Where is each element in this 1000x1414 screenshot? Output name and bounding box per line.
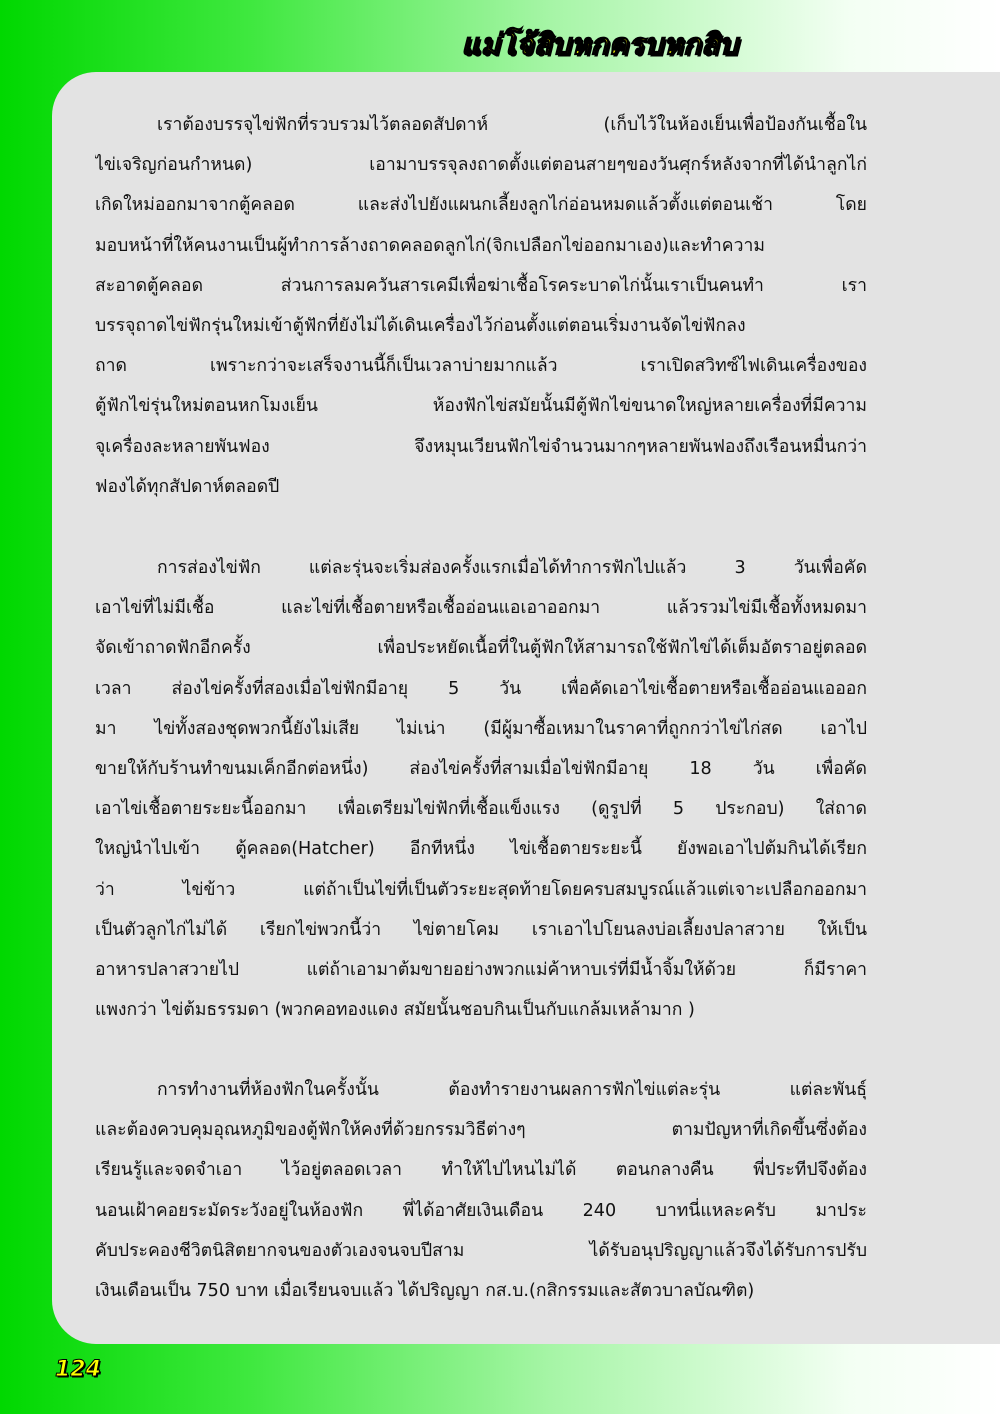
text-line: เงินเดือนเป็น 750 บาท เมื่อเรียนจบแล้ว ได้ปริญญา กส.บ.(กสิกรรมและสัตวบาลบัณฑิต) (95, 1280, 755, 1301)
paragraph-2 (95, 548, 867, 1030)
header-title: แม่โจ้สิบหกครบหกสิบ (461, 27, 738, 61)
header-band (0, 0, 1000, 72)
text-line: เอาไข่ที่ไม่มีเชื้อ และไข่ที่เชื้อตายหรือเชื้ออ่อนแอเอาออกมา แล้วรวมไข่มีเชื้อทั้งหมดมา (95, 598, 867, 619)
text-line: คับประคองชีวิตนิสิตยากจนของตัวเองจนจบปีสาม ได้รับอนุปริญญาแล้วจึงได้รับการปรับ (95, 1240, 867, 1261)
text-line: ใหญ่นำไปเข้า ตู้คลอด(Hatcher) อีกทีหนึ่ง ไข่เชื้อตายระยะนี้ ยังพอเอาไปต้มกินได้เรียก (95, 839, 867, 860)
text-line: เวลา ส่องไข่ครั้งที่สองเมื่อไข่ฟักมีอายุ 5 วัน เพื่อคัดเอาไข่เชื้อตายหรือเชื้ออ่อนแอออก (95, 678, 867, 699)
text-line: นอนเฝ้าคอยระมัดระวังอยู่ในห้องฟัก พี่ได้อาศัยเงินเดือน 240 บาทนี่แหละครับ มาประ (95, 1200, 867, 1221)
text-line: เป็นตัวลูกไก่ไม่ได้ เรียกไข่พวกนี้ว่า ไข่ตายโคม เราเอาไปโยนลงบ่อเลี้ยงปลาสวาย ให้เป็น (95, 919, 867, 940)
text-line: อาหารปลาสวายไป แต่ถ้าเอามาต้มขายอย่างพวกแม่ค้าหาบเร่ที่มีน้ำจิ้มให้ด้วย ก็มีราคา (95, 959, 867, 980)
text-line: ถาด เพราะกว่าจะเสร็จงานนี้ก็เป็นเวลาบ่ายมากแล้ว เราเปิดสวิทซ์ไฟเดินเครื่องของ (95, 356, 867, 377)
text-line: เราต้องบรรจุไข่ฟักที่รวบรวมไว้ตลอดสัปดาห์ (เก็บไว้ในห้องเย็นเพื่อป้องกันเชื้อใน (157, 115, 867, 135)
text-line: เรียนรู้และจดจำเอา ไว้อยู่ตลอดเวลา ทำให้ไปไหนไม่ได้ ตอนกลางคืน พี่ประทีปจึงต้อง (95, 1160, 867, 1181)
text-line: ฟองได้ทุกสัปดาห์ตลอดปี (95, 476, 280, 497)
text-line: จุเครื่องละหลายพันฟอง จึงหมุนเวียนฟักไข่จำนวนมากๆหลายพันฟองถึงเรือนหมื่นกว่า (95, 436, 867, 457)
text-line: เอาไข่เชื้อตายระยะนี้ออกมา เพื่อเตรียมไข่ฟักที่เชื้อแข็งแรง (ดูรูปที่ 5 ประกอบ) ใส่ถาด (95, 799, 867, 820)
text-line: และต้องควบคุมอุณหภูมิของตู้ฟักให้คงที่ด้วยกรรมวิธีต่างๆ ตามปัญหาที่เกิดขึ้นซึ่งต้อง (95, 1120, 867, 1141)
paragraph-3 (95, 1070, 867, 1311)
paragraph-1 (95, 105, 867, 507)
text-line: ตู้ฟักไข่รุ่นใหม่ตอนหกโมงเย็น ห้องฟักไข่สมัยนั้นมีตู้ฟักไข่ขนาดใหญ่หลายเครื่องที่มีความ (95, 396, 867, 417)
text-line: สะอาดตู้คลอด ส่วนการลมควันสารเคมีเพื่อฆ่าเชื้อโรคระบาดไก่นั้นเราเป็นคนทำ เรา (95, 275, 867, 296)
text-line: การส่องไข่ฟัก แต่ละรุ่นจะเริ่มส่องครั้งแรกเมื่อได้ทำการฟักไปแล้ว 3 วันเพื่อคัด (157, 558, 867, 578)
text-line: เกิดใหม่ออกมาจากตู้คลอด และส่งไปยังแผนกเลี้ยงลูกไก่อ่อนหมดแล้วตั้งแต่ตอนเช้า โดย (95, 195, 867, 216)
text-line: มา ไข่ทั้งสองชุดพวกนี้ยังไม่เสีย ไม่เน่า (มีผู้มาซื้อเหมาในราคาที่ถูกกว่าไข่ไก่สด เอาไป (95, 718, 867, 739)
text-line: ว่า ไข่ข้าว แต่ถ้าเป็นไข่ที่เป็นตัวระยะสุดท้ายโดยครบสมบูรณ์แล้วแต่เจาะเปลือกออกมา (95, 879, 867, 900)
text-line: ขายให้กับร้านทำขนมเค็กอีกต่อหนึ่ง) ส่องไข่ครั้งที่สามเมื่อไข่ฟักมีอายุ 18 วัน เพื่อคัด (95, 758, 867, 779)
text-line: บรรจุถาดไข่ฟักรุ่นใหม่เข้าตู้ฟักที่ยังไม่ได้เดินเครื่องไว้ก่อนตั้งแต่ตอนเริ่มงานจัดไข่ฟักลง (95, 315, 746, 336)
text-line: การทำงานที่ห้องฟักในครั้งนั้น ต้องทำรายงานผลการฟักไข่แต่ละรุ่น แต่ละพันธุ์ (157, 1080, 867, 1100)
text-line: มอบหน้าที่ให้คนงานเป็นผู้ทำการล้างถาดคลอดลูกไก่(จิกเปลือกไข่ออกมาเอง)และทำความ (95, 235, 765, 256)
page-number: 124 (55, 1357, 101, 1382)
text-line: ไข่เจริญก่อนกำหนด) เอามาบรรจุลงถาดตั้งแต่ตอนสายๆของวันศุกร์หลังจากที่ได้นำลูกไก่ (95, 155, 867, 176)
text-line: จัดเข้าถาดฟักอีกครั้ง เพื่อประหยัดเนื้อที่ในตู้ฟักให้สามารถใช้ฟักไข่ได้เต็มอัตราอยู่ตลอด (95, 638, 867, 659)
text-line: แพงกว่า ไข่ต้มธรรมดา (พวกคอทองแดง สมัยนั้นชอบกินเป็นกับแกล้มเหล้ามาก ) (95, 1000, 695, 1021)
